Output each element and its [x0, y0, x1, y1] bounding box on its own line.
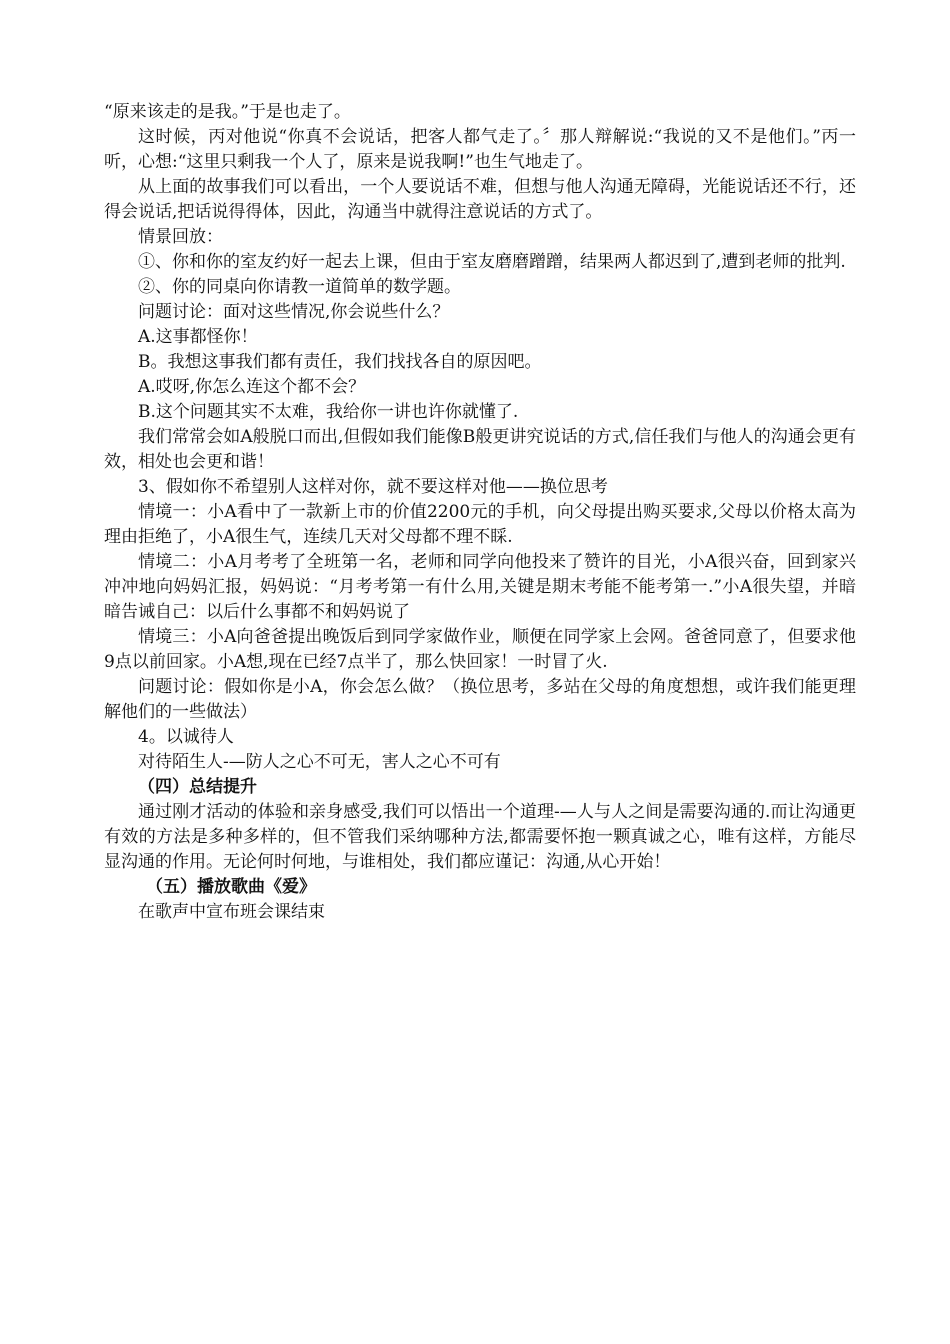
discussion-question-2: 问题讨论：假如你是小A，你会怎么做？（换位思考，多站在父母的角度想想，或许我们能更理解他们的一些做法） — [104, 677, 856, 722]
answer-a-1: A.这事都怪你！ — [138, 327, 258, 347]
story-paragraph-bing: 这时候，丙对他说“你真不会说话，把客人都气走了。〞那人辩解说:“我说的又不是他们。”丙一听，心想:“这里只剩我一个人了，原来是说我啊!”也生气地走了。 — [104, 127, 856, 172]
section-3-heading: 3、假如你不希望别人这样对你，就不要这样对他——换位思考 — [138, 477, 608, 497]
strangers-paragraph: 对待陌生人-—防人之心不可无，害人之心不可有 — [138, 752, 501, 772]
answer-a-2: A.哎呀,你怎么连这个都不会？ — [138, 377, 366, 397]
situation-one: 情境一：小A看中了一款新上市的价值2200元的手机，向父母提出购买要求,父母以价格太高为理由拒绝了，小A很生气，连续几天对父母都不理不睬. — [104, 502, 856, 547]
section-4-heading: 4。以诚待人 — [138, 727, 234, 747]
answer-b-1: B。我想这事我们都有责任，我们找找各自的原因吧。 — [138, 352, 542, 372]
section-summary-heading: （四）总结提升 — [138, 777, 257, 797]
document-body — [104, 100, 856, 925]
answer-summary-paragraph: 我们常常会如A般脱口而出,但假如我们能像B般更讲究说话的方式,信任我们与他人的沟通会更有效，相处也会更和谐！ — [104, 427, 856, 472]
situation-three: 情境三：小A向爸爸提出晚饭后到同学家做作业，顺便在同学家上会网。爸爸同意了，但要求他9点以前回家。小A想,现在已经7点半了，那么快回家！一时冒了火. — [104, 627, 856, 672]
summary-paragraph: 通过刚才活动的体验和亲身感受,我们可以悟出一个道理-—人与人之间是需要沟通的.而让沟通更有效的方法是多种多样的，但不管我们采纳哪种方法,都需要怀抱一颗真诚之心，唯有这样，方能尽显沟通的作用。无论何时何地，与谁相处，我们都应谨记：沟通,从心开始！ — [104, 802, 856, 872]
story-conclusion-paragraph: 从上面的故事我们可以看出，一个人要说话不难，但想与他人沟通无障碍，光能说话还不行，还得会说话,把话说得得体，因此，沟通当中就得注意说话的方式了。 — [104, 177, 856, 222]
story-ending-paragraph: “原来该走的是我。”于是也走了。 — [104, 102, 351, 122]
answer-b-2: B.这个问题其实不太难，我给你一讲也许你就懂了. — [138, 402, 519, 422]
section-song-heading: （五）播放歌曲《爱》 — [146, 877, 316, 897]
scenario-two: ②、你的同桌向你请教一道简单的数学题。 — [138, 277, 461, 297]
closing-paragraph: 在歌声中宣布班会课结束 — [138, 902, 325, 922]
situation-two: 情境二：小A月考考了全班第一名，老师和同学向他投来了赞许的目光，小A很兴奋，回到家兴冲冲地向妈妈汇报，妈妈说：“月考考第一有什么用,关键是期末考能不能考第一.”小A很失望，并暗暗告诫自己：以后什么事都不和妈妈说了 — [104, 552, 856, 622]
discussion-question-1: 问题讨论：面对这些情况,你会说些什么？ — [138, 302, 450, 322]
scenario-one: ①、你和你的室友约好一起去上课，但由于室友磨磨蹭蹭，结果两人都迟到了,遭到老师的批判. — [138, 252, 846, 272]
scenario-replay-label: 情景回放： — [138, 227, 223, 247]
